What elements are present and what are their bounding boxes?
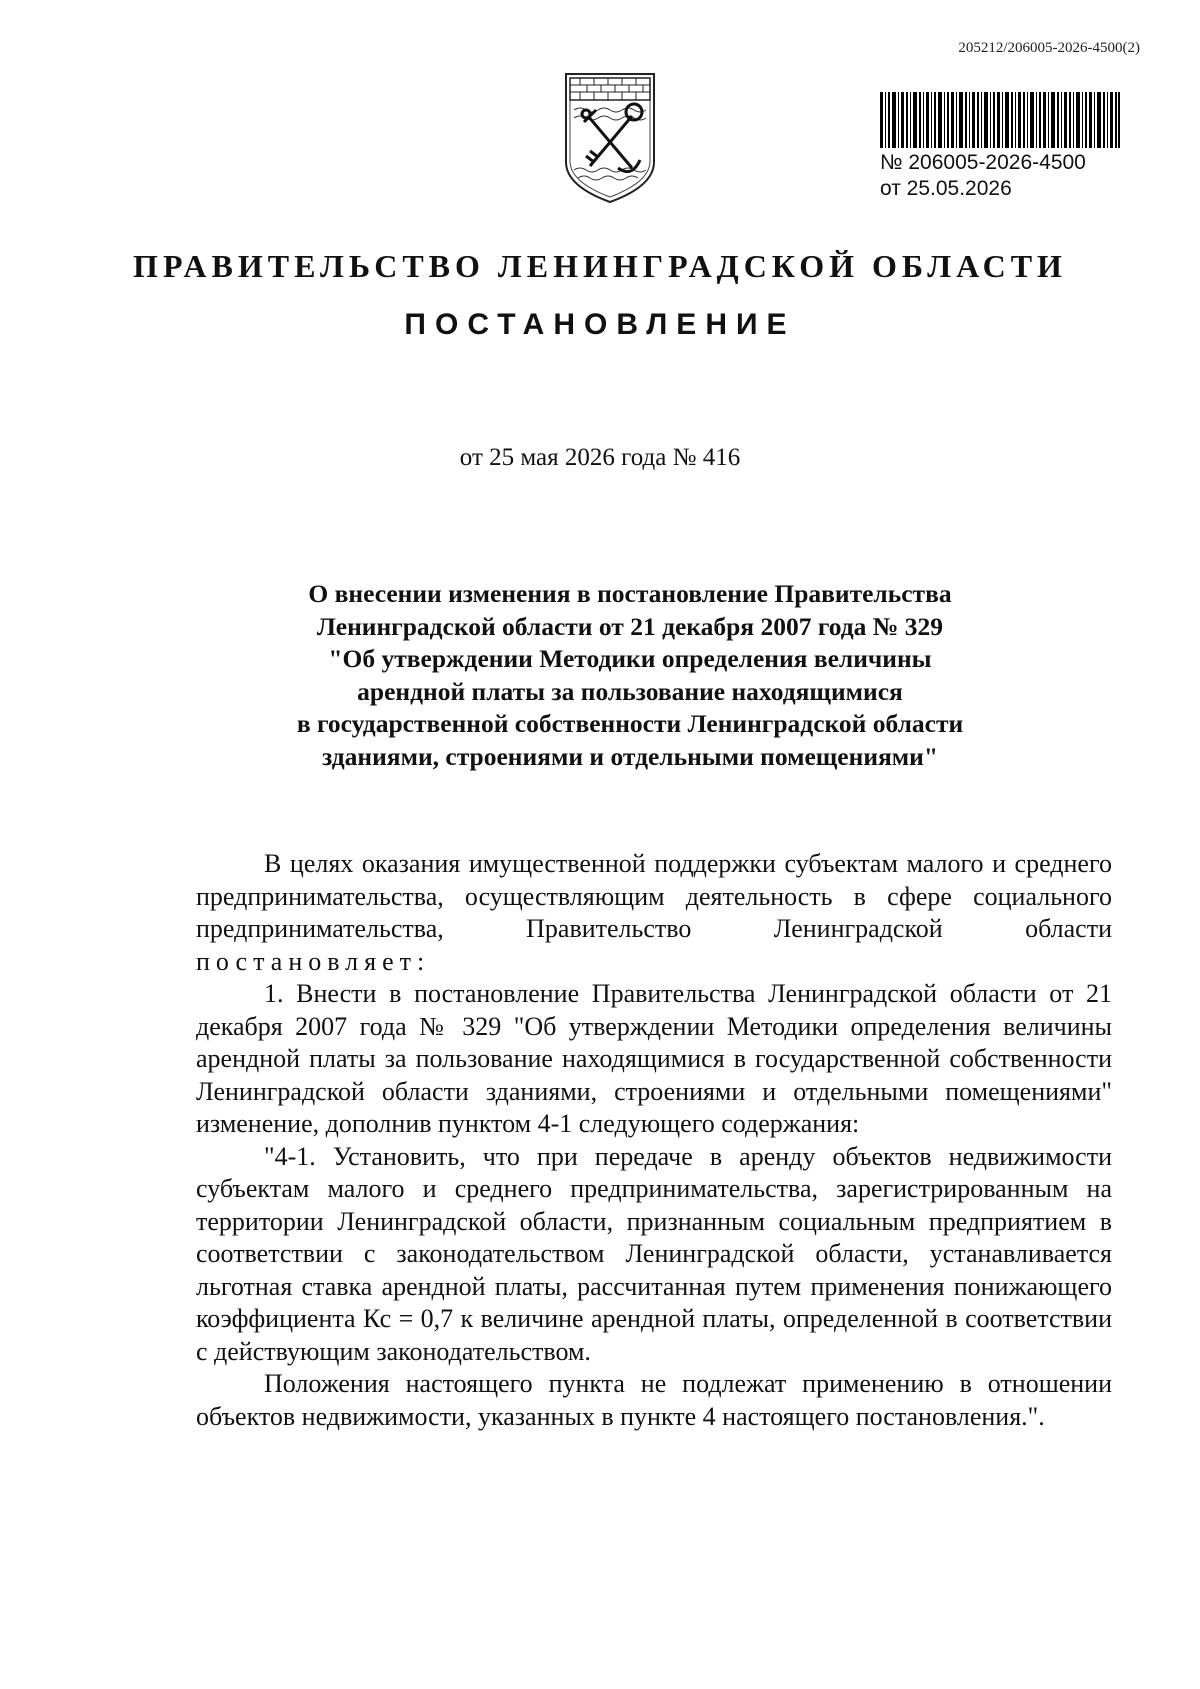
barcode-icon	[880, 92, 1120, 148]
registration-number: № 206005-2026-4500	[880, 151, 1086, 174]
subject-line: в государственной собственности Ленинградской области	[296, 709, 964, 738]
document-subject	[240, 578, 1020, 773]
item-4-1-paragraph: "4-1. Установить, что при передаче в аренду объектов недвижимости субъектам малого и среднего предпринимательства, зарегистрированным на территории Ленинградской области, признанным социальным предприятием в соответствии с законодательством Ленинградской области, устанавливается льготная ставка арендной платы, рассчитанная путем применения понижающего коэффициента Кс = 0,7 к величине арендной платы, определенной в соответствии с действующим законодательством.	[196, 1141, 1112, 1366]
document-type: ПОСТАНОВЛЕНИЕ	[404, 308, 796, 341]
registration-date: от 25.05.2026	[880, 177, 1012, 200]
document-id: 205212/206005-2026-4500(2)	[958, 40, 1140, 56]
leningrad-oblast-coat-of-arms-icon	[562, 70, 658, 206]
exception-paragraph: Положения настоящего пункта не подлежат применению в отношении объектов недвижимости, указанных в пункте 4 настоящего постановления.".	[196, 1369, 1112, 1431]
subject-line: арендной платы за пользование находящимися	[357, 676, 903, 706]
subject-line: О внесении изменения в постановление Правительства	[308, 579, 952, 608]
document-body	[196, 848, 1112, 1433]
document-date-number: от 25 мая 2026 года № 416	[459, 444, 741, 471]
subject-line: "Об утверждении Методики определения величины	[328, 644, 932, 673]
preamble-paragraph	[196, 848, 1112, 978]
organization-title: ПРАВИТЕЛЬСТВО ЛЕНИНГРАДСКОЙ ОБЛАСТИ	[133, 248, 1067, 284]
subject-line: Ленинградской области от 21 декабря 2007 года № 329	[316, 611, 944, 641]
item-1-paragraph: 1. Внести в постановление Правительства Ленинградской области от 21 декабря 2007 года № 329 "Об утверждении Методики определения величины арендной платы за пользование находящимися в государственной собственности Ленинградской области зданиями, строениями и отдельными помещениями" изменение, дополнив пунктом 4-1 следующего содержания:	[196, 979, 1112, 1138]
subject-line: зданиями, строениями и отдельными помещениями"	[321, 741, 939, 771]
resolves-word: постановляет:	[196, 946, 431, 976]
preamble-text: В целях оказания имущественной поддержки субъектам малого и среднего предпринимательства, осуществляющим деятельность в сфере социального предпринимательства, Правительство Ленинградской области	[196, 849, 1112, 943]
registration-block	[880, 92, 1120, 202]
